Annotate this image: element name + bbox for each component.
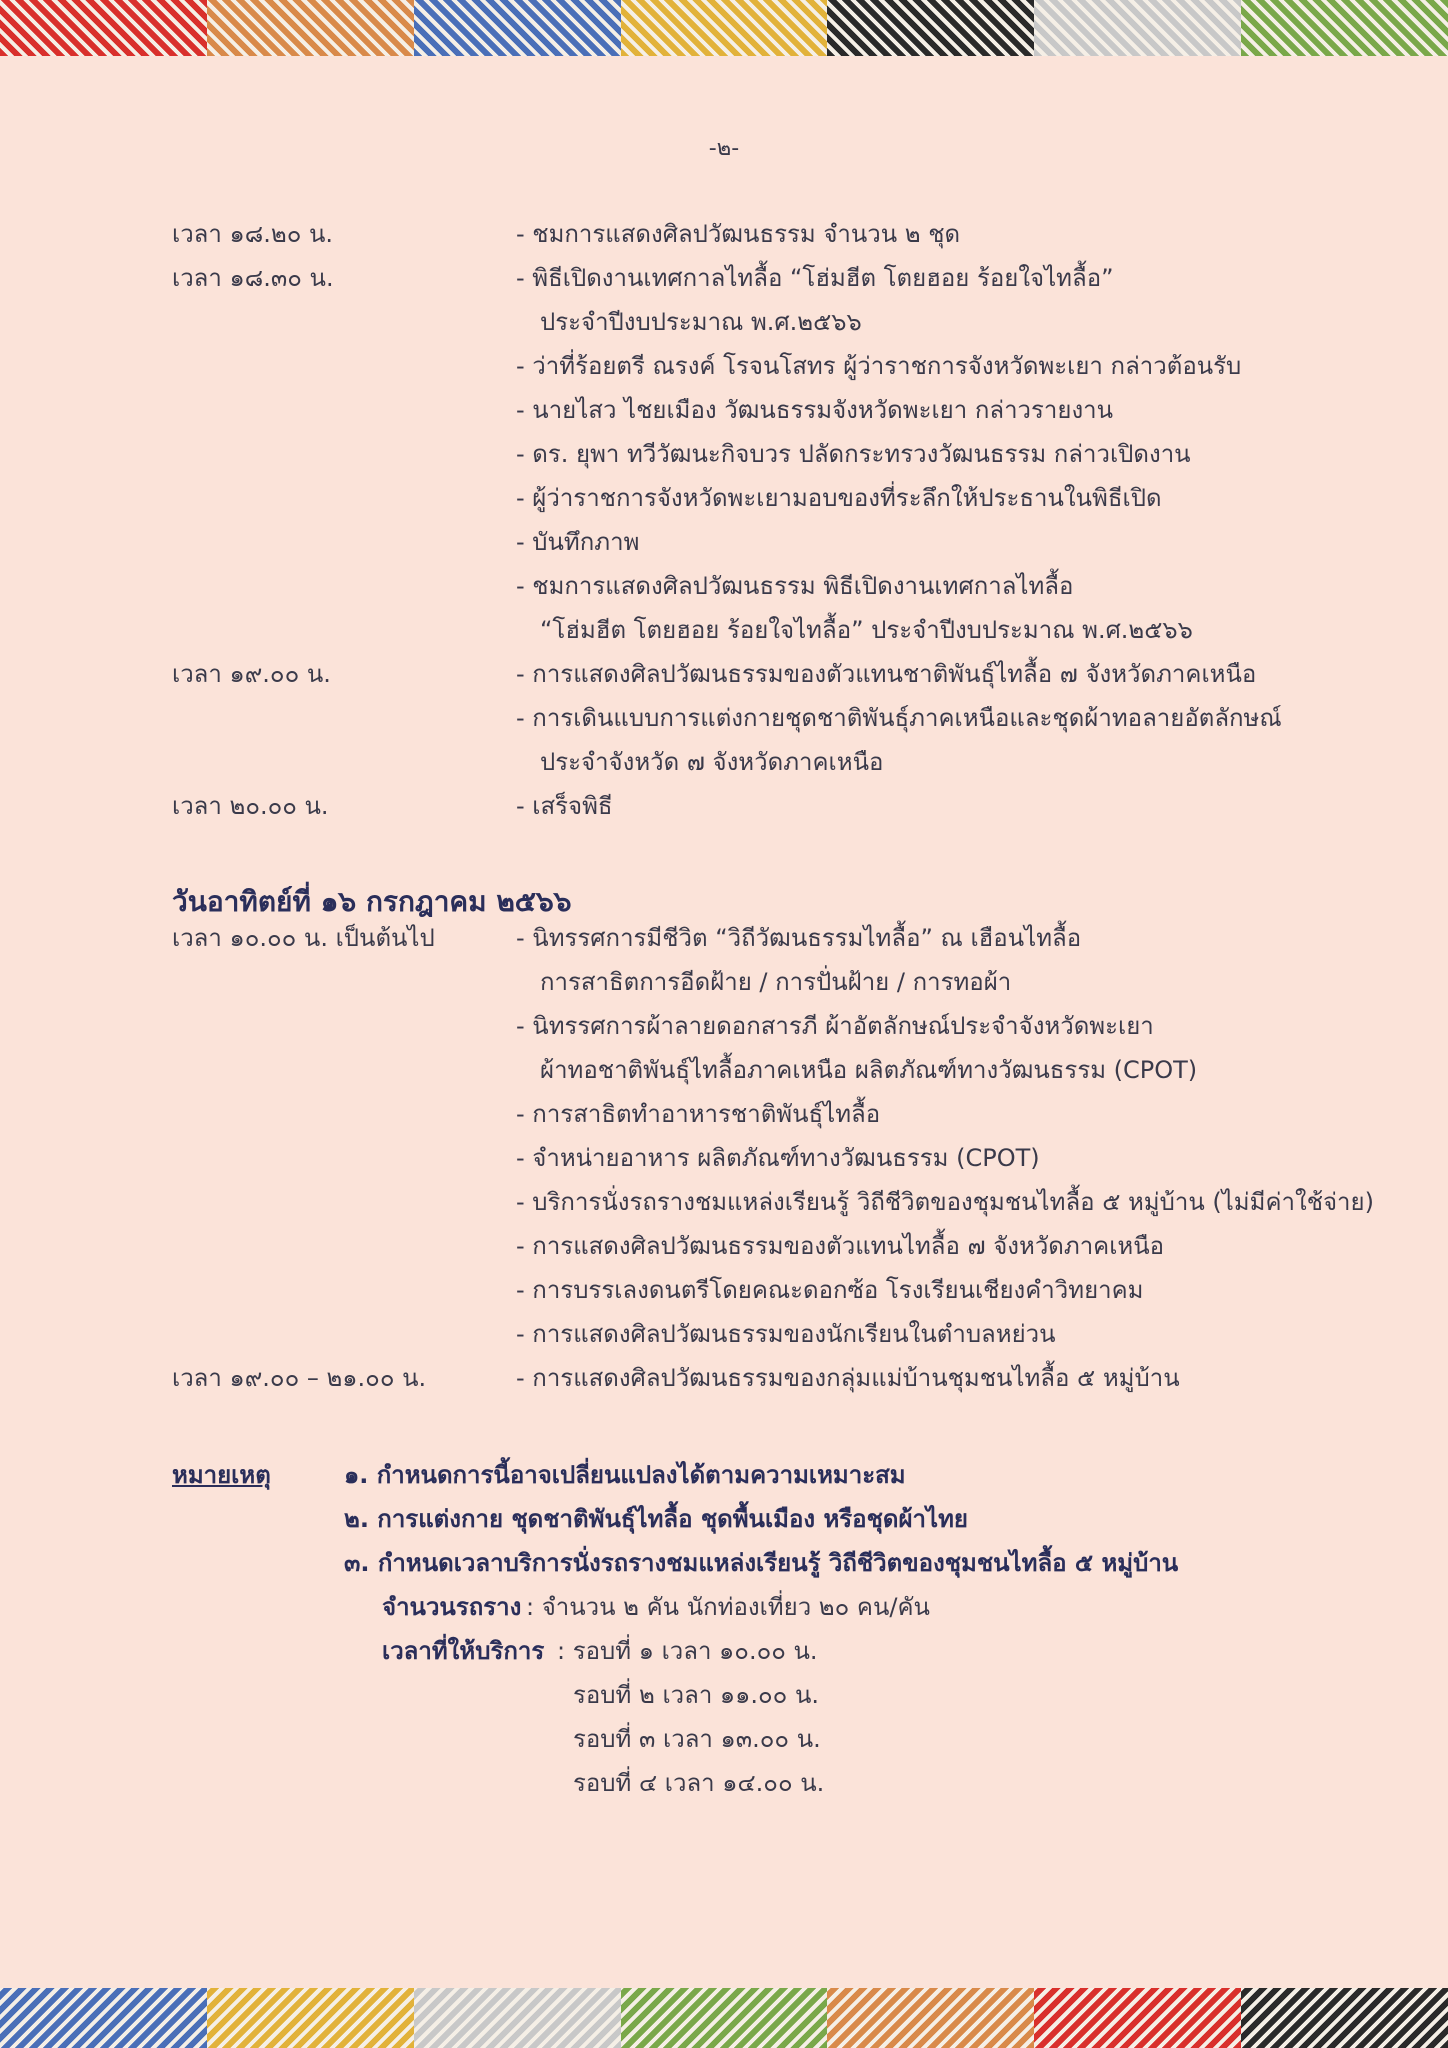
- schedule-item: - การแสดงศิลปวัฒนธรรมของตัวแทนไทลื้อ ๗ จังหวัดภาคเหนือ: [516, 1232, 1165, 1260]
- schedule-time: เวลา ๑๙.๐๐ น.: [172, 660, 331, 688]
- schedule-item: - นายไสว ไชยเมือง วัฒนธรรมจังหวัดพะเยา กล่าวรายงาน: [516, 396, 1114, 424]
- schedule-time: เวลา ๑๘.๓๐ น.: [172, 264, 334, 292]
- schedule-item: - บริการนั่งรถรางชมแหล่งเรียนรู้ วิถีชีวิตของชุมชนไทลื้อ ๕ หมู่บ้าน (ไม่มีค่าใช้จ่าย): [516, 1188, 1374, 1216]
- schedule-item: - การสาธิตทำอาหารชาติพันธุ์ไทลื้อ: [516, 1100, 881, 1128]
- border-segment: [827, 1988, 1034, 2048]
- schedule-item: - นิทรรศการผ้าลายดอกสารภี ผ้าอัตลักษณ์ประจำจังหวัดพะเยา: [516, 1012, 1154, 1040]
- note-item-3: ๓. กำหนดเวลาบริการนั่งรถรางชมแหล่งเรียนรู้ วิถีชีวิตของชุมชนไทลื้อ ๕ หมู่บ้าน: [344, 1549, 1179, 1577]
- border-segment: [414, 1988, 621, 2048]
- schedule-item: - การแสดงศิลปวัฒนธรรมของตัวแทนชาติพันธุ์ไทลื้อ ๗ จังหวัดภาคเหนือ: [516, 660, 1257, 688]
- border-segment: [621, 0, 828, 56]
- schedule-item: การสาธิตการอีดฝ้าย / การปั่นฝ้าย / การทอผ้า: [540, 968, 1012, 996]
- schedule-item: - เสร็จพิธี: [516, 792, 613, 820]
- service-time-label: เวลาที่ให้บริการ: [382, 1637, 545, 1665]
- schedule-item: - ผู้ว่าราชการจังหวัดพะเยามอบของที่ระลึกให้ประธานในพิธีเปิด: [516, 484, 1162, 512]
- schedule-item: “โฮ่มฮีต โตยฮอย ร้อยใจไทลื้อ” ประจำปีงบประมาณ พ.ศ.๒๕๖๖: [540, 616, 1193, 644]
- schedule-item: - ว่าที่ร้อยตรี ณรงค์ โรจนโสทร ผู้ว่าราชการจังหวัดพะเยา กล่าวต้อนรับ: [516, 352, 1242, 380]
- schedule-item: - ชมการแสดงศิลปวัฒนธรรม พิธีเปิดงานเทศกาลไทลื้อ: [516, 572, 1074, 600]
- schedule-time: เวลา ๑๐.๐๐ น. เป็นต้นไป: [172, 924, 435, 952]
- service-round-1: : รอบที่ ๑ เวลา ๑๐.๐๐ น.: [557, 1637, 818, 1665]
- schedule-item: - การแสดงศิลปวัฒนธรรมของกลุ่มแม่บ้านชุมชนไทลื้อ ๕ หมู่บ้าน: [516, 1364, 1180, 1392]
- schedule-item: - การเดินแบบการแต่งกายชุดชาติพันธุ์ภาคเหนือและชุดผ้าทอลายอัตลักษณ์: [516, 704, 1282, 732]
- border-segment: [1034, 1988, 1241, 2048]
- border-segment: [1034, 0, 1241, 56]
- schedule-item: ประจำจังหวัด ๗ จังหวัดภาคเหนือ: [540, 748, 884, 776]
- schedule-item: ประจำปีงบประมาณ พ.ศ.๒๕๖๖: [540, 308, 862, 336]
- service-round-2: รอบที่ ๒ เวลา ๑๑.๐๐ น.: [573, 1681, 819, 1709]
- border-segment: [1241, 0, 1448, 56]
- notes-title: หมายเหตุ: [172, 1461, 271, 1489]
- service-round-4: รอบที่ ๔ เวลา ๑๔.๐๐ น.: [573, 1769, 825, 1797]
- note-item-1: ๑. กำหนดการนี้อาจเปลี่ยนแปลงได้ตามความเหมาะสม: [344, 1461, 906, 1489]
- schedule-item: - การแสดงศิลปวัฒนธรรมของนักเรียนในตำบลหย่วน: [516, 1320, 1056, 1348]
- schedule-item: - จำหน่ายอาหาร ผลิตภัณฑ์ทางวัฒนธรรม (CPOT): [516, 1144, 1040, 1172]
- schedule-item: - พิธีเปิดงานเทศกาลไทลื้อ “โฮ่มฮีต โตยฮอย ร้อยใจไทลื้อ”: [516, 264, 1114, 292]
- service-round-3: รอบที่ ๓ เวลา ๑๓.๐๐ น.: [573, 1725, 821, 1753]
- schedule-item: - นิทรรศการมีชีวิต “วิถีวัฒนธรรมไทลื้อ” ณ เฮือนไทลื้อ: [516, 924, 1082, 952]
- top-woven-border: [0, 0, 1448, 56]
- schedule-time: เวลา ๑๙.๐๐ – ๒๑.๐๐ น.: [172, 1364, 427, 1392]
- border-segment: [414, 0, 621, 56]
- tram-count-value: : จำนวน ๒ คัน นักท่องเที่ยว ๒๐ คน/คัน: [526, 1593, 930, 1621]
- schedule-item: - การบรรเลงดนตรีโดยคณะดอกซ้อ โรงเรียนเชียงคำวิทยาคม: [516, 1276, 1144, 1304]
- border-segment: [0, 1988, 207, 2048]
- note-item-2: ๒. การแต่งกาย ชุดชาติพันธุ์ไทลื้อ ชุดพื้นเมือง หรือชุดผ้าไทย: [344, 1505, 968, 1533]
- schedule-item: - ชมการแสดงศิลปวัฒนธรรม จำนวน ๒ ชุด: [516, 220, 961, 248]
- schedule-time: เวลา ๒๐.๐๐ น.: [172, 792, 329, 820]
- schedule-item: - ดร. ยุพา ทวีวัฒนะกิจบวร ปลัดกระทรวงวัฒนธรรม กล่าวเปิดงาน: [516, 440, 1191, 468]
- border-segment: [207, 0, 414, 56]
- border-segment: [621, 1988, 828, 2048]
- tram-count-label: จำนวนรถราง: [382, 1593, 522, 1621]
- schedule-item: - บันทึกภาพ: [516, 528, 640, 556]
- border-segment: [207, 1988, 414, 2048]
- page-number: -๒-: [708, 136, 740, 161]
- sunday-heading: วันอาทิตย์ที่ ๑๖ กรกฎาคม ๒๕๖๖: [172, 885, 572, 918]
- border-segment: [1241, 1988, 1448, 2048]
- bottom-woven-border: [0, 1988, 1448, 2048]
- schedule-time: เวลา ๑๘.๒๐ น.: [172, 220, 334, 248]
- schedule-item: ผ้าทอชาติพันธุ์ไทลื้อภาคเหนือ ผลิตภัณฑ์ทางวัฒนธรรม (CPOT): [540, 1056, 1198, 1084]
- border-segment: [0, 0, 207, 56]
- border-segment: [827, 0, 1034, 56]
